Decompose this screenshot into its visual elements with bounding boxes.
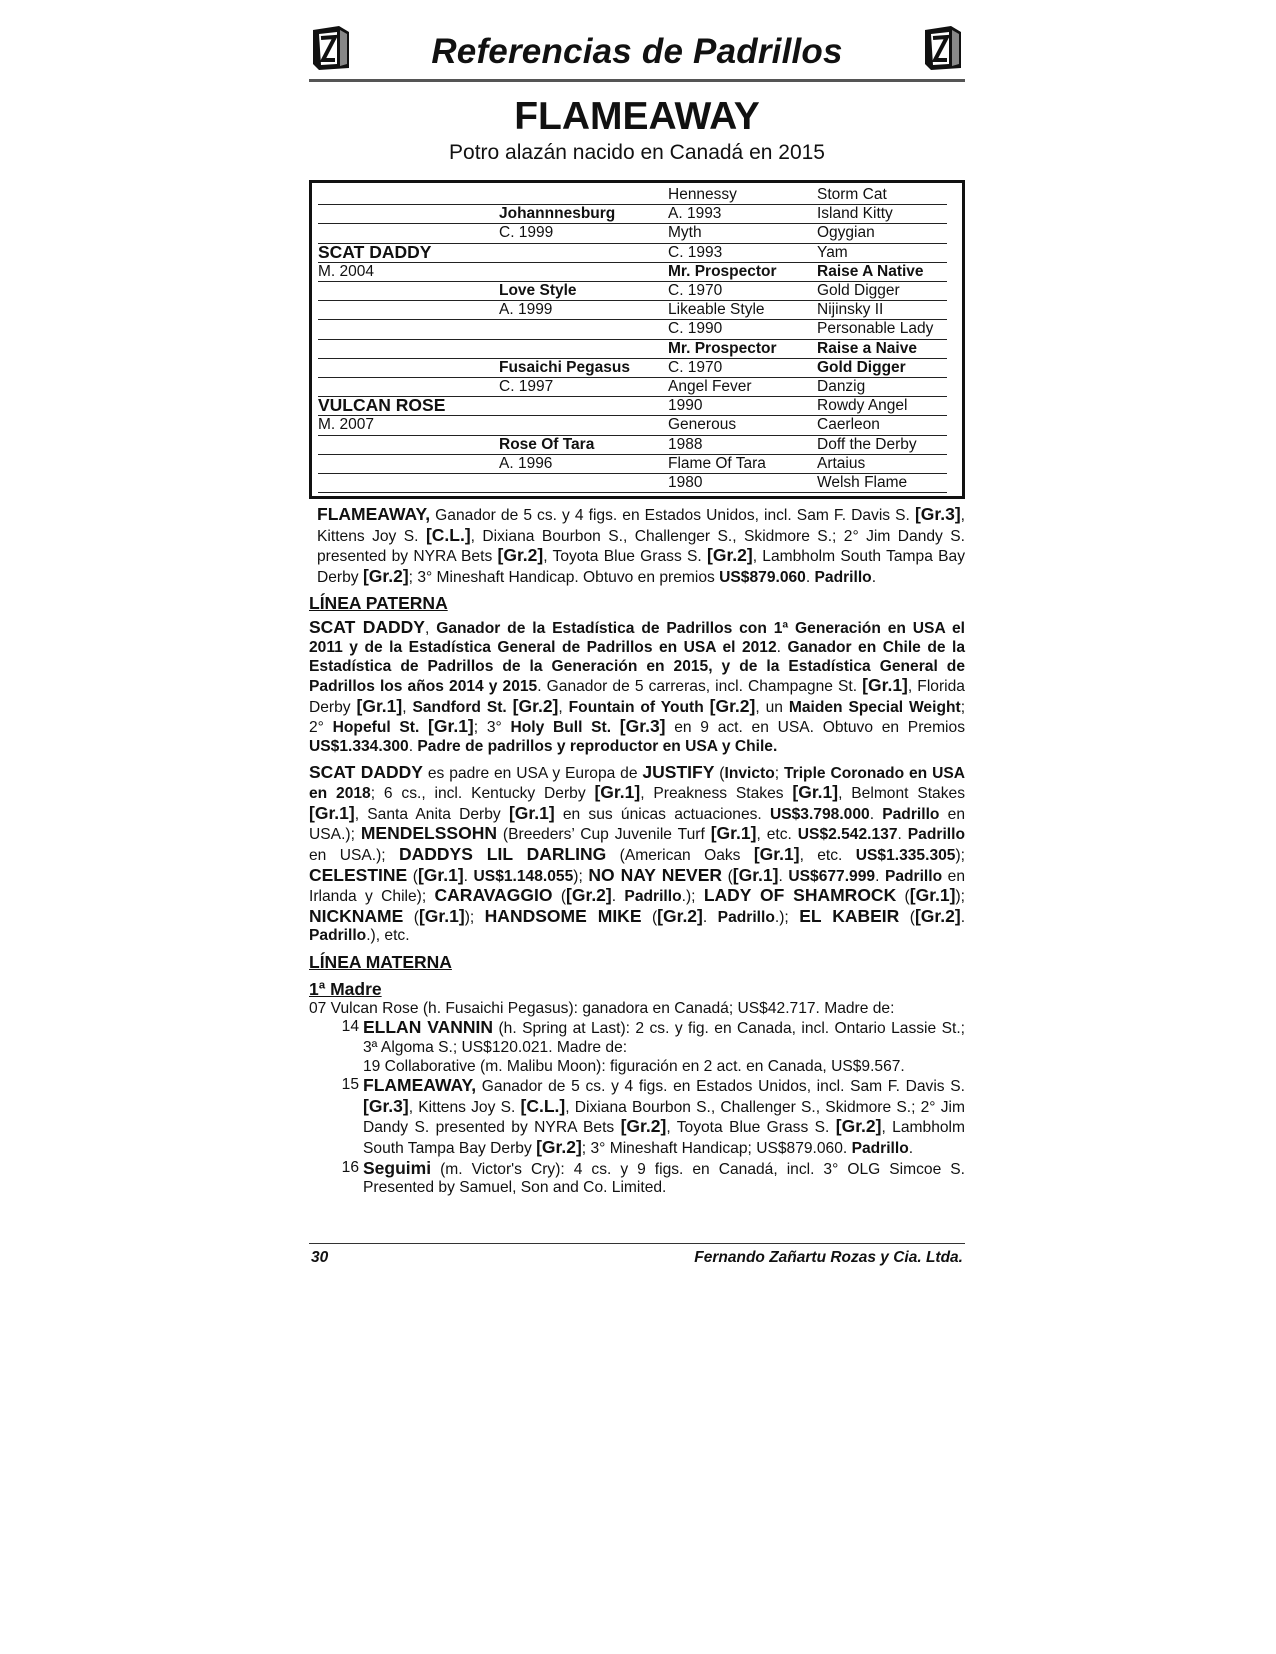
madre1-line: 07 Vulcan Rose (h. Fusaichi Pegasus): ganadora en Canadá; US$42.717. Madre de: [309, 999, 895, 1017]
text-run: .); [681, 888, 704, 906]
text-run: [Gr.1] [418, 905, 465, 926]
pedigree-cell: C. 1999 [499, 224, 554, 242]
intro-text: . [871, 568, 877, 586]
text-run: [Gr.2] [566, 885, 612, 906]
pedigree-row [318, 435, 947, 455]
pedigree-cell: Island Kitty [817, 205, 893, 223]
text-run: . [776, 638, 788, 656]
text-run: ); [573, 867, 589, 885]
text-run: SCAT DADDY [309, 617, 425, 638]
pedigree-cell: Flame Of Tara [668, 454, 766, 472]
text-run: NICKNAME [309, 905, 404, 926]
text-run: CARAVAGGIO [434, 885, 553, 906]
pedigree-cell: 1980 [668, 474, 703, 491]
text-run: [Gr.1] [909, 885, 956, 906]
text-run: ( [722, 867, 733, 885]
pedigree-row [318, 281, 947, 301]
text-run: Maiden Special Weight [788, 698, 961, 716]
text-run: Padrillo [907, 826, 965, 844]
text-run: Triple Coronado en USA en 2018 [309, 764, 965, 803]
text-run: (American Oaks [606, 846, 754, 864]
pedigree-cell: Ogygian [817, 224, 875, 242]
text-run: Holy Bull St. [510, 719, 620, 737]
pedigree-cell: M. 2007 [318, 416, 375, 434]
text-run: [Gr.1] [508, 802, 555, 823]
text-run: [Gr.2] [914, 905, 961, 926]
progeny-text [363, 1076, 965, 1158]
text-run: ; [774, 764, 784, 782]
text-run: , Lambholm South Tampa Bay Derby [363, 1119, 965, 1158]
text-run: Padrillo [851, 1140, 909, 1158]
section-madre1: 1ª Madre [309, 978, 382, 999]
pedigree-cell: Personable Lady [817, 320, 934, 338]
text-run: , [402, 698, 413, 716]
pedigree-row [318, 262, 947, 282]
text-run: ); [955, 846, 965, 864]
pedigree-cell: C. 1990 [668, 320, 723, 338]
text-run: Fountain of Youth [568, 698, 710, 716]
text-run: . [702, 908, 718, 926]
pedigree-row [318, 396, 947, 416]
pedigree-cell: Gold Digger [817, 358, 906, 376]
pedigree-row [318, 185, 947, 205]
text-run: US$3.798.000 [769, 805, 870, 823]
pedigree-cell: Love Style [499, 282, 577, 299]
progeny-item [309, 1159, 965, 1198]
text-run: . [869, 805, 883, 823]
pedigree-cell: Rowdy Angel [817, 397, 908, 415]
text-run: ( [899, 908, 915, 926]
pedigree-cell: Likeable Style [668, 301, 765, 319]
text-run: US$2.542.137 [797, 826, 898, 844]
text-run: [Gr.2] [536, 1137, 582, 1158]
text-run: ; 2° [309, 698, 966, 737]
pedigree-cell: Hennessy [668, 186, 737, 203]
progeny-year: 14 [341, 1018, 359, 1036]
text-run: . [897, 826, 908, 844]
text-run: (h. Spring at Last): 2 cs. y fig. en Canada, incl. Ontario Lassie St.; 3ª Algoma S.; US$120.021. Madre de: [363, 1020, 965, 1057]
text-run: , [424, 620, 437, 638]
text-run: , Dixiana Bourbon S., Challenger S., Skidmore S.; 2° Jim Dandy S. presented by NYRA Bets [363, 1098, 965, 1137]
pedigree-cell: C. 1970 [668, 282, 723, 299]
text-run: ); [955, 888, 965, 906]
text-run: . [463, 867, 474, 885]
text-run: en USA.); [309, 846, 399, 864]
text-run: Invicto [724, 764, 775, 782]
grade: [Gr.3] [914, 504, 961, 524]
grade: [Gr.2] [497, 545, 544, 566]
text-run: , un [755, 698, 789, 716]
pedigree-row [318, 358, 947, 378]
text-run: Ganador de 5 cs. y 4 figs. en Estados Unidos, incl. Sam F. Davis S. [476, 1078, 965, 1096]
text-run: [Gr.1] [428, 716, 474, 737]
pedigree-cell: VULCAN ROSE [318, 395, 446, 416]
footer-company: Fernando Zañartu Rozas y Cia. Ltda. [694, 1249, 963, 1266]
pedigree-row [318, 339, 947, 359]
section-paterna: LÍNEA PATERNA [309, 593, 448, 614]
text-run: ( [407, 867, 418, 885]
grade: [C.L.] [425, 524, 471, 545]
text-run: Seguimi [363, 1157, 432, 1178]
text-run: DADDYS LIL DARLING [398, 843, 607, 864]
text-run: US$1.335.305 [855, 846, 956, 864]
intro-text: , Lambholm South Tampa Bay Derby [317, 548, 965, 586]
header-rule [309, 79, 965, 82]
header-title: Referencias de Padrillos [431, 32, 843, 71]
pedigree-cell: Fusaichi Pegasus [499, 358, 630, 376]
text-run: [Gr.1] [417, 864, 464, 885]
text-run: Hopeful St. [332, 719, 429, 737]
pedigree-cell: Storm Cat [817, 186, 887, 203]
text-run: ( [552, 888, 567, 906]
text-run: . [908, 1140, 914, 1158]
text-run: [Gr.1] [862, 675, 908, 696]
text-run: [C.L.] [520, 1095, 566, 1116]
text-run: [Gr.2] [512, 695, 559, 716]
intro-text: , Dixiana Bourbon S., Challenger S., Skidmore S.; 2° Jim Dandy S. presented by NYRA Bets [317, 527, 965, 566]
text-run: , Belmont Stakes [838, 785, 965, 803]
pedigree-cell: 1988 [668, 435, 703, 453]
text-run: , Kittens Joy S. [408, 1098, 521, 1116]
text-run: Padrillo [717, 908, 775, 926]
pedigree-cell: Rose Of Tara [499, 435, 595, 453]
page-header [309, 22, 965, 82]
grade: [Gr.2] [707, 545, 753, 566]
scat-daddy-paragraph [309, 618, 965, 756]
prize: US$879.060 [719, 568, 806, 586]
text-run: [Gr.1] [309, 802, 355, 823]
intro-text: , Toyota Blue Grass S. [543, 548, 707, 566]
pedigree-cell: A. 1999 [499, 301, 553, 319]
pedigree-cell: Yam [817, 243, 848, 261]
intro-text: . [805, 568, 815, 586]
page-number: 30 [311, 1249, 329, 1266]
text-run: [Gr.1] [356, 695, 403, 716]
progeny-text [363, 1018, 965, 1076]
text-run: . Ganador de 5 carreras, incl. Champagne St. [537, 678, 863, 696]
pedigree-row [318, 300, 947, 320]
text-run: ; 3° Mineshaft Handicap; US$879.060. [581, 1140, 852, 1158]
text-run: NO NAY NEVER [588, 864, 723, 885]
text-run: [Gr.2] [657, 905, 703, 926]
text-run: Padrillo [884, 867, 943, 885]
pedigree-cell: Welsh Flame [817, 474, 908, 491]
scat-daddy-progeny-paragraph [309, 763, 965, 946]
pedigree-row [318, 415, 947, 435]
text-run: JUSTIFY [642, 761, 715, 782]
progeny-year: 15 [341, 1076, 359, 1094]
text-run: (m. Victor's Cry): 4 cs. y 9 figs. en Canadá, incl. 3° OLG Simcoe S. Presented by Samuel, Son and Co. Limited. [363, 1160, 965, 1197]
pedigree-cell: Doff the Derby [817, 435, 917, 453]
intro-name: FLAMEAWAY, [317, 504, 431, 524]
pedigree-cell: Raise A Native [817, 262, 924, 280]
text-run: , Toyota Blue Grass S. [666, 1119, 836, 1137]
text-run: [Gr.1] [710, 823, 757, 844]
text-run: ( [641, 908, 658, 926]
pedigree-cell: Generous [668, 416, 737, 434]
pedigree-row [318, 377, 947, 397]
text-run: . [960, 908, 966, 926]
text-run: [Gr.1] [753, 843, 800, 864]
text-run: en 9 act. en USA. Obtuvo en Premios [665, 719, 965, 737]
pedigree-cell: M. 2004 [318, 262, 375, 280]
padrillo: Padrillo [814, 568, 872, 586]
text-run: ( [714, 764, 725, 782]
text-run: FLAMEAWAY, [363, 1075, 477, 1096]
text-run: .), etc. [366, 927, 410, 945]
text-run: CELESTINE [309, 864, 408, 885]
pedigree-cell: 1990 [668, 397, 703, 415]
text-run: en USA.); [309, 805, 965, 844]
text-run: [Gr.1] [594, 782, 641, 803]
text-run: US$1.334.300 [309, 737, 409, 755]
text-run: ; 6 cs., incl. Kentucky Derby [370, 785, 595, 803]
text-run: SCAT DADDY [309, 761, 423, 782]
text-run: MENDELSSOHN [360, 823, 497, 844]
footer-rule [309, 1243, 965, 1244]
pedigree-cell: SCAT DADDY [318, 241, 432, 262]
text-run: ELLAN VANNIN [363, 1017, 494, 1038]
pedigree-cell: C. 1997 [499, 378, 554, 395]
text-run: ( [896, 888, 910, 906]
page [309, 22, 965, 1198]
text-run: , Florida Derby [309, 678, 965, 716]
text-run: Padrillo [882, 805, 940, 823]
text-run: en sus únicas actuaciones. [554, 805, 770, 823]
pedigree-cell: Danzig [817, 378, 866, 395]
text-run: , [558, 698, 569, 716]
text-run: Ganador en Chile de la Estadística de Padrillos de la Generación en 2015, y de la Estadística General de Padrillos los años 2014 y 2015 [309, 638, 965, 696]
intro-text: , Kittens Joy S. [317, 507, 965, 545]
text-run: , etc. [799, 846, 856, 864]
horse-subtitle: Potro alazán nacido en Canadá en 2015 [449, 141, 825, 164]
intro-text: ; 3° Mineshaft Handicap. Obtuvo en premios [408, 568, 720, 586]
text-run: [Gr.2] [709, 695, 756, 716]
text-run: EL KABEIR [799, 905, 900, 926]
text-run: (Breeders’ Cup Juvenile Turf [496, 826, 711, 844]
intro-text: Ganador de 5 cs. y 4 figs. en Estados Unidos, incl. Sam F. Davis S. [430, 507, 915, 524]
text-run: Padrillo [624, 888, 682, 906]
progeny-item [309, 1076, 965, 1158]
pedigree-cell: Caerleon [817, 416, 880, 434]
pedigree-table [309, 180, 965, 499]
pedigree-cell: Raise a Naive [817, 339, 917, 357]
grade: [Gr.2] [362, 565, 409, 586]
text-run: Ganador de la Estadística de Padrillos con 1ª Generación en USA el 2011 y de la Estadística General de Padrillos en USA el 2012 [309, 620, 965, 656]
pedigree-row [318, 473, 947, 493]
pedigree-cell: Johannnesburg [499, 205, 616, 223]
pedigree-row [318, 454, 947, 474]
pedigree-cell: A. 1996 [499, 454, 553, 472]
text-run: , Preakness Stakes [640, 785, 793, 803]
text-run: Sandford St. [412, 698, 513, 716]
intro-paragraph [317, 505, 965, 587]
text-run: [Gr.1] [732, 864, 779, 885]
text-run: HANDSOME MIKE [484, 905, 642, 926]
text-run: . [778, 867, 789, 885]
text-run: . [408, 737, 418, 755]
pedigree-row [318, 243, 947, 263]
text-run: Padrillo [309, 927, 367, 945]
text-run: LADY OF SHAMROCK [703, 885, 897, 906]
pedigree-cell: Mr. Prospector [668, 262, 777, 280]
progeny-list [309, 1018, 965, 1197]
progeny-year: 16 [341, 1158, 359, 1176]
horse-name: FLAMEAWAY [514, 95, 760, 138]
text-run: [Gr.2] [620, 1116, 667, 1137]
fzr-logo-icon [921, 24, 965, 72]
text-run: US$1.148.055 [473, 867, 574, 885]
text-run: en Irlanda y Chile); [309, 867, 966, 906]
section-materna: LÍNEA MATERNA [309, 951, 452, 972]
pedigree-cell: Myth [668, 224, 702, 242]
progeny-sub: 19 Collaborative (m. Malibu Moon): figuración en 2 act. en Canada, US$9.567. [363, 1057, 905, 1075]
text-run: , Santa Anita Derby [354, 805, 509, 823]
progeny-item [309, 1018, 965, 1076]
pedigree-cell: C. 1970 [668, 358, 723, 376]
text-run: [Gr.1] [792, 782, 839, 803]
pedigree-cell: Mr. Prospector [668, 339, 777, 357]
text-run: Padre de padrillos y reproductor en USA y Chile. [417, 737, 778, 755]
text-run: , etc. [756, 826, 798, 844]
pedigree-row [318, 204, 947, 224]
text-run: [Gr.3] [619, 716, 666, 737]
pedigree-cell: A. 1993 [668, 205, 722, 223]
progeny-text [363, 1159, 965, 1198]
text-run: ( [403, 908, 419, 926]
text-run: . [875, 867, 885, 885]
pedigree-cell: C. 1993 [668, 243, 723, 261]
text-run: US$677.999 [788, 867, 876, 885]
pedigree-cell: Artaius [817, 454, 866, 472]
text-run: [Gr.2] [835, 1116, 882, 1137]
pedigree-cell: Gold Digger [817, 282, 900, 299]
text-run: ; 3° [473, 719, 511, 737]
pedigree-row [318, 319, 947, 339]
text-run: . [611, 888, 625, 906]
text-run: ); [464, 908, 485, 926]
text-run: es padre en USA y Europa de [422, 764, 643, 782]
pedigree-row [318, 223, 947, 243]
pedigree-cell: Nijinsky II [817, 301, 884, 319]
pedigree-cell: Angel Fever [668, 378, 752, 395]
text-run: .); [774, 908, 800, 926]
text-run: [Gr.3] [363, 1095, 409, 1116]
